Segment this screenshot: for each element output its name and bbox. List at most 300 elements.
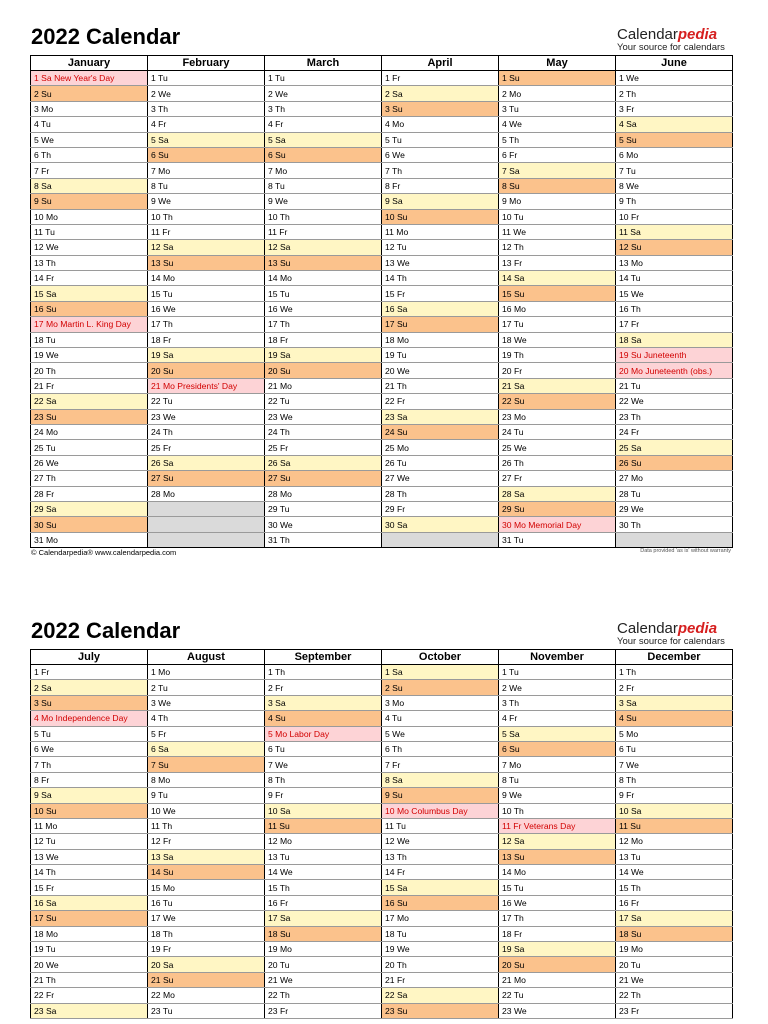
day-cell: 6 Su (265, 147, 382, 162)
day-cell: 10 Mo (31, 209, 148, 224)
day-cell: 12 Mo (265, 834, 382, 849)
day-cell: 8 Mo (148, 772, 265, 787)
day-cell: 6 Th (382, 741, 499, 756)
day-cell: 23 Su (382, 1003, 499, 1018)
footer-disclaimer: Data provided 'as is' without warranty (640, 548, 731, 554)
day-cell: 28 Mo (265, 486, 382, 501)
day-cell: 28 Tu (616, 486, 733, 501)
day-cell: 19 We (382, 942, 499, 957)
day-cell: 29 We (616, 501, 733, 516)
day-cell: 20 Tu (616, 957, 733, 972)
day-cell: 22 Sa (382, 988, 499, 1003)
day-cell: 10 Su (31, 803, 148, 818)
day-cell: 21 Fr (31, 378, 148, 393)
day-cell: 20 Su (148, 363, 265, 378)
day-cell: 14 We (265, 865, 382, 880)
day-cell: 13 We (382, 255, 499, 270)
day-cell: 1 Fr (382, 71, 499, 86)
day-cell: 23 Fr (265, 1003, 382, 1018)
day-cell: 17 Th (499, 911, 616, 926)
month-header: March (265, 56, 382, 71)
day-cell: 13 Mo (616, 255, 733, 270)
calendar-table-h2 (30, 649, 733, 1019)
day-cell: 9 Su (382, 788, 499, 803)
day-cell: 11 Mo (31, 818, 148, 833)
day-cell: 7 Mo (148, 163, 265, 178)
day-cell: 4 We (499, 117, 616, 132)
day-cell: 27 Th (31, 471, 148, 486)
day-cell: 25 Tu (31, 440, 148, 455)
day-cell: 12 Sa (265, 240, 382, 255)
day-cell: 14 Fr (31, 271, 148, 286)
day-cell: 7 Sa (499, 163, 616, 178)
month-header: April (382, 56, 499, 71)
day-cell: 5 We (31, 132, 148, 147)
day-cell: 15 Fr (382, 286, 499, 301)
day-cell: 12 Su (616, 240, 733, 255)
day-cell: 6 Th (31, 147, 148, 162)
day-cell: 1 Th (265, 665, 382, 680)
day-cell: 15 We (616, 286, 733, 301)
day-cell: 10 Sa (616, 803, 733, 818)
calendar-table-h1 (30, 55, 733, 548)
day-cell: 2 Th (616, 86, 733, 101)
day-cell: 4 Fr (499, 711, 616, 726)
day-cell: 2 Tu (148, 680, 265, 695)
day-cell: 1 Fr (31, 665, 148, 680)
day-cell: 10 We (148, 803, 265, 818)
day-cell: 5 Th (499, 132, 616, 147)
day-cell: 15 Tu (265, 286, 382, 301)
day-cell: 4 Mo Independence Day (31, 711, 148, 726)
day-cell: 11 Tu (31, 224, 148, 239)
day-cell: 8 Su (499, 178, 616, 193)
day-cell: 2 Sa (382, 86, 499, 101)
day-cell: 20 Fr (499, 363, 616, 378)
day-cell: 19 Mo (265, 942, 382, 957)
day-cell: 13 Su (499, 849, 616, 864)
day-cell: 3 We (148, 695, 265, 710)
day-cell: 16 We (265, 301, 382, 316)
empty-day-cell (382, 532, 499, 547)
day-cell: 14 Mo (148, 271, 265, 286)
logo-accent-text: pedia (677, 26, 718, 43)
day-cell: 16 Th (616, 301, 733, 316)
day-cell: 15 Sa (31, 286, 148, 301)
day-cell: 9 Tu (148, 788, 265, 803)
day-cell: 11 Tu (382, 818, 499, 833)
day-cell: 11 Mo (382, 224, 499, 239)
day-cell: 16 Sa (382, 301, 499, 316)
day-cell: 18 Th (148, 926, 265, 941)
day-cell: 14 Mo (499, 865, 616, 880)
day-cell: 31 Tu (499, 532, 616, 547)
day-cell: 28 Sa (499, 486, 616, 501)
empty-day-cell (616, 532, 733, 547)
day-cell: 3 Mo (31, 101, 148, 116)
day-cell: 4 Tu (382, 711, 499, 726)
day-cell: 17 Tu (499, 317, 616, 332)
day-cell: 1 Su (499, 71, 616, 86)
day-cell: 3 Th (499, 695, 616, 710)
day-cell: 24 Th (265, 424, 382, 439)
day-cell: 1 Sa New Year's Day (31, 71, 148, 86)
day-cell: 4 Fr (265, 117, 382, 132)
day-cell: 15 Fr (31, 880, 148, 895)
day-cell: 17 Su (31, 911, 148, 926)
day-cell: 3 Su (382, 101, 499, 116)
day-cell: 7 Mo (499, 757, 616, 772)
day-cell: 9 Fr (265, 788, 382, 803)
day-cell: 17 Mo (382, 911, 499, 926)
day-cell: 11 Su (265, 818, 382, 833)
logo-wordmark (617, 27, 737, 43)
day-cell: 22 Mo (148, 988, 265, 1003)
day-cell: 21 Fr (382, 972, 499, 987)
day-cell: 24 Mo (31, 424, 148, 439)
day-cell: 29 Su (499, 501, 616, 516)
day-cell: 18 Tu (382, 926, 499, 941)
day-cell: 3 Tu (499, 101, 616, 116)
day-cell: 2 Sa (31, 680, 148, 695)
day-cell: 2 We (265, 86, 382, 101)
day-cell: 23 Fr (616, 1003, 733, 1018)
day-cell: 11 Th (148, 818, 265, 833)
day-cell: 12 Sa (148, 240, 265, 255)
day-cell: 17 Sa (265, 911, 382, 926)
day-cell: 6 We (31, 741, 148, 756)
day-cell: 28 Th (382, 486, 499, 501)
day-cell: 15 Tu (148, 286, 265, 301)
day-cell: 21 Mo Presidents' Day (148, 378, 265, 393)
day-cell: 7 Su (148, 757, 265, 772)
day-cell: 17 Sa (616, 911, 733, 926)
day-cell: 18 Su (265, 926, 382, 941)
logo-main-text: Calendar (617, 620, 678, 637)
day-cell: 10 Mo Columbus Day (382, 803, 499, 818)
day-cell: 7 Th (382, 163, 499, 178)
day-cell: 12 Tu (31, 834, 148, 849)
day-cell: 21 We (265, 972, 382, 987)
day-cell: 10 Th (499, 803, 616, 818)
day-cell: 3 Fr (616, 101, 733, 116)
day-cell: 2 We (499, 680, 616, 695)
month-header: December (616, 650, 733, 665)
logo-tagline: Your source for calendars (617, 636, 725, 647)
day-cell: 18 Mo (382, 332, 499, 347)
day-cell: 16 We (148, 301, 265, 316)
day-cell: 22 Tu (499, 988, 616, 1003)
day-cell: 16 Mo (499, 301, 616, 316)
day-cell: 13 Sa (148, 849, 265, 864)
day-cell: 30 We (265, 517, 382, 532)
day-cell: 4 Th (148, 711, 265, 726)
day-cell: 22 Sa (31, 394, 148, 409)
empty-day-cell (148, 532, 265, 547)
day-cell: 2 Fr (265, 680, 382, 695)
day-cell: 6 Su (148, 147, 265, 162)
day-cell: 21 Th (31, 972, 148, 987)
page-title: 2022 Calendar (31, 24, 181, 49)
day-cell: 22 Tu (148, 394, 265, 409)
day-cell: 13 Fr (499, 255, 616, 270)
day-cell: 20 Mo Juneteenth (obs.) (616, 363, 733, 378)
footer-credit: © Calendarpedia® www.calendarpedia.com (31, 548, 177, 557)
day-cell: 25 Sa (616, 440, 733, 455)
day-cell: 8 Fr (382, 178, 499, 193)
day-cell: 10 Su (382, 209, 499, 224)
logo-accent-text: pedia (677, 620, 718, 637)
day-cell: 23 We (265, 409, 382, 424)
day-cell: 5 Sa (148, 132, 265, 147)
day-cell: 6 Fr (499, 147, 616, 162)
day-cell: 24 Th (148, 424, 265, 439)
day-cell: 3 Su (31, 695, 148, 710)
day-cell: 19 Tu (382, 348, 499, 363)
day-cell: 9 Su (31, 194, 148, 209)
day-cell: 20 Su (265, 363, 382, 378)
day-cell: 18 We (499, 332, 616, 347)
day-cell: 14 Fr (382, 865, 499, 880)
day-cell: 19 Sa (148, 348, 265, 363)
day-cell: 26 Th (499, 455, 616, 470)
day-cell: 8 Tu (265, 178, 382, 193)
day-cell: 23 Tu (148, 1003, 265, 1018)
day-cell: 12 Fr (148, 834, 265, 849)
day-cell: 5 Su (616, 132, 733, 147)
day-cell: 22 Fr (382, 394, 499, 409)
day-cell: 19 Sa (265, 348, 382, 363)
day-cell: 23 Sa (382, 409, 499, 424)
calendarpedia-logo (617, 621, 737, 647)
day-cell: 17 Fr (616, 317, 733, 332)
day-cell: 14 We (616, 865, 733, 880)
day-cell: 1 We (616, 71, 733, 86)
day-cell: 19 Tu (31, 942, 148, 957)
month-header: September (265, 650, 382, 665)
day-cell: 5 Sa (265, 132, 382, 147)
day-cell: 29 Sa (31, 501, 148, 516)
day-cell: 5 Tu (382, 132, 499, 147)
day-cell: 21 Mo (265, 378, 382, 393)
day-cell: 16 Su (382, 895, 499, 910)
day-cell: 24 Tu (499, 424, 616, 439)
month-header: May (499, 56, 616, 71)
month-header: August (148, 650, 265, 665)
day-cell: 31 Th (265, 532, 382, 547)
day-cell: 7 We (265, 757, 382, 772)
day-cell: 14 Su (148, 865, 265, 880)
day-cell: 7 Fr (382, 757, 499, 772)
day-cell: 5 Tu (31, 726, 148, 741)
day-cell: 9 We (148, 194, 265, 209)
day-cell: 20 Th (31, 363, 148, 378)
month-header: July (31, 650, 148, 665)
day-cell: 23 Th (616, 409, 733, 424)
day-cell: 21 Th (382, 378, 499, 393)
day-cell: 21 Mo (499, 972, 616, 987)
day-cell: 9 Fr (616, 788, 733, 803)
day-cell: 23 Sa (31, 1003, 148, 1018)
day-cell: 5 Mo (616, 726, 733, 741)
day-cell: 22 Th (265, 988, 382, 1003)
day-cell: 14 Tu (616, 271, 733, 286)
day-cell: 10 Sa (265, 803, 382, 818)
day-cell: 11 We (499, 224, 616, 239)
day-cell: 10 Tu (499, 209, 616, 224)
day-cell: 1 Mo (148, 665, 265, 680)
day-cell: 11 Su (616, 818, 733, 833)
day-cell: 12 We (31, 240, 148, 255)
day-cell: 4 Fr (148, 117, 265, 132)
day-cell: 13 Tu (265, 849, 382, 864)
day-cell: 25 We (499, 440, 616, 455)
calendarpedia-logo (617, 27, 737, 53)
day-cell: 18 Fr (265, 332, 382, 347)
day-cell: 18 Fr (148, 332, 265, 347)
day-cell: 9 Sa (382, 194, 499, 209)
day-cell: 18 Su (616, 926, 733, 941)
day-cell: 7 Mo (265, 163, 382, 178)
day-cell: 24 Fr (616, 424, 733, 439)
day-cell: 21 Tu (616, 378, 733, 393)
day-cell: 24 Su (382, 424, 499, 439)
day-cell: 25 Fr (148, 440, 265, 455)
day-cell: 9 We (499, 788, 616, 803)
day-cell: 11 Sa (616, 224, 733, 239)
day-cell: 16 Tu (148, 895, 265, 910)
day-cell: 13 Su (265, 255, 382, 270)
day-cell: 3 Mo (382, 695, 499, 710)
day-cell: 15 Th (265, 880, 382, 895)
day-cell: 6 Sa (148, 741, 265, 756)
day-cell: 6 We (382, 147, 499, 162)
day-cell: 23 We (148, 409, 265, 424)
day-cell: 22 Su (499, 394, 616, 409)
day-cell: 15 Su (499, 286, 616, 301)
logo-wordmark (617, 621, 737, 637)
month-header: June (616, 56, 733, 71)
day-cell: 30 Su (31, 517, 148, 532)
day-cell: 10 Th (265, 209, 382, 224)
day-cell: 17 Th (148, 317, 265, 332)
day-cell: 15 Sa (382, 880, 499, 895)
day-cell: 20 Su (499, 957, 616, 972)
day-cell: 4 Mo (382, 117, 499, 132)
day-cell: 23 Mo (499, 409, 616, 424)
day-cell: 14 Th (31, 865, 148, 880)
day-cell: 23 We (499, 1003, 616, 1018)
day-cell: 21 Su (148, 972, 265, 987)
day-cell: 18 Mo (31, 926, 148, 941)
day-cell: 20 Th (382, 957, 499, 972)
day-cell: 9 Sa (31, 788, 148, 803)
day-cell: 1 Tu (499, 665, 616, 680)
day-cell: 5 Sa (499, 726, 616, 741)
day-cell: 9 Th (616, 194, 733, 209)
day-cell: 11 Fr (148, 224, 265, 239)
day-cell: 26 Su (616, 455, 733, 470)
day-cell: 5 Fr (148, 726, 265, 741)
day-cell: 15 Tu (499, 880, 616, 895)
day-cell: 4 Su (616, 711, 733, 726)
day-cell: 11 Fr Veterans Day (499, 818, 616, 833)
day-cell: 26 Sa (148, 455, 265, 470)
day-cell: 8 We (616, 178, 733, 193)
day-cell: 13 Tu (616, 849, 733, 864)
day-cell: 13 We (31, 849, 148, 864)
day-cell: 13 Su (148, 255, 265, 270)
day-cell: 23 Su (31, 409, 148, 424)
day-cell: 8 Th (616, 772, 733, 787)
day-cell: 27 Su (265, 471, 382, 486)
day-cell: 4 Su (265, 711, 382, 726)
day-cell: 22 We (616, 394, 733, 409)
day-cell: 21 We (616, 972, 733, 987)
day-cell: 3 Th (148, 101, 265, 116)
day-cell: 30 Mo Memorial Day (499, 517, 616, 532)
day-cell: 19 Th (499, 348, 616, 363)
day-cell: 29 Tu (265, 501, 382, 516)
day-cell: 16 Su (31, 301, 148, 316)
day-cell: 5 Mo Labor Day (265, 726, 382, 741)
day-cell: 6 Tu (616, 741, 733, 756)
day-cell: 2 Fr (616, 680, 733, 695)
day-cell: 11 Fr (265, 224, 382, 239)
day-cell: 3 Sa (265, 695, 382, 710)
day-cell: 20 Tu (265, 957, 382, 972)
day-cell: 29 Fr (382, 501, 499, 516)
day-cell: 15 Th (616, 880, 733, 895)
day-cell: 19 We (31, 348, 148, 363)
day-cell: 1 Sa (382, 665, 499, 680)
day-cell: 16 We (499, 895, 616, 910)
day-cell: 5 We (382, 726, 499, 741)
day-cell: 7 Th (31, 757, 148, 772)
day-cell: 28 Fr (31, 486, 148, 501)
day-cell: 25 Fr (265, 440, 382, 455)
day-cell: 20 We (382, 363, 499, 378)
day-cell: 9 Mo (499, 194, 616, 209)
logo-main-text: Calendar (617, 26, 678, 43)
day-cell: 25 Mo (382, 440, 499, 455)
day-cell: 16 Fr (265, 895, 382, 910)
day-cell: 22 Th (616, 988, 733, 1003)
day-cell: 27 Su (148, 471, 265, 486)
month-header: October (382, 650, 499, 665)
month-header: January (31, 56, 148, 71)
day-cell: 8 Sa (31, 178, 148, 193)
day-cell: 6 Su (499, 741, 616, 756)
day-cell: 3 Th (265, 101, 382, 116)
day-cell: 17 We (148, 911, 265, 926)
day-cell: 22 Fr (31, 988, 148, 1003)
day-cell: 14 Sa (499, 271, 616, 286)
month-header: November (499, 650, 616, 665)
day-cell: 6 Mo (616, 147, 733, 162)
day-cell: 19 Su Juneteenth (616, 348, 733, 363)
empty-day-cell (148, 517, 265, 532)
day-cell: 4 Sa (616, 117, 733, 132)
day-cell: 4 Tu (31, 117, 148, 132)
day-cell: 18 Fr (499, 926, 616, 941)
day-cell: 20 Sa (148, 957, 265, 972)
day-cell: 12 Tu (382, 240, 499, 255)
day-cell: 16 Sa (31, 895, 148, 910)
logo-tagline: Your source for calendars (617, 42, 725, 53)
day-cell: 27 Mo (616, 471, 733, 486)
day-cell: 21 Sa (499, 378, 616, 393)
